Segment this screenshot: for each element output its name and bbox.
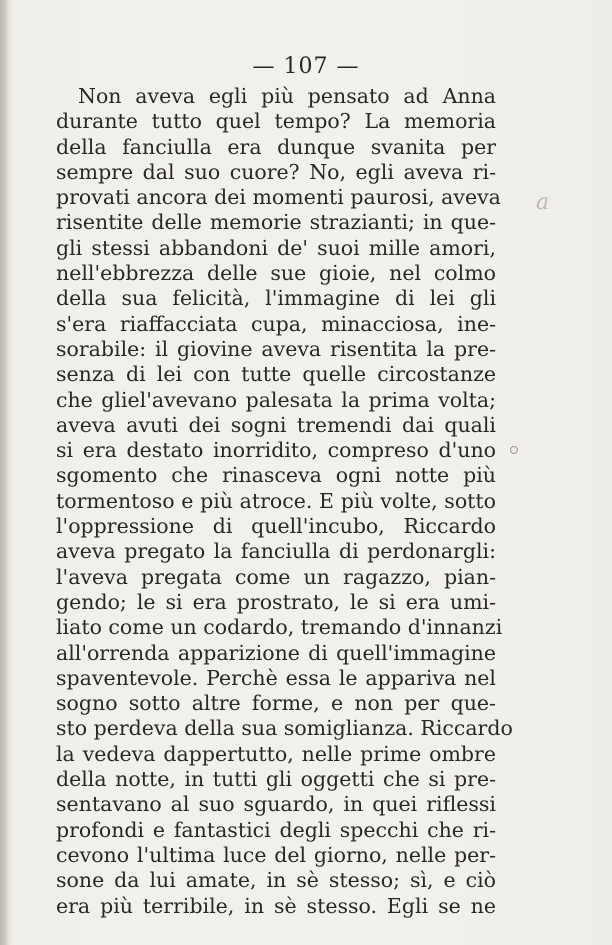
text-line: profondi e fantastici degli specchi che ri- [56, 817, 496, 842]
text-line: sorabile: il giovine aveva risentita la pre- [56, 336, 496, 361]
text-line: durante tutto quel tempo? La memoria [56, 109, 496, 134]
text-line: liato come un codardo, tremando d'innanzi [56, 615, 503, 640]
text-line: l'aveva pregata come un ragazzo, pian- [56, 564, 496, 589]
text-line: della notte, in tutti gli oggetti che si pre- [56, 767, 496, 792]
text-line: della fanciulla era dunque svanita per [56, 134, 496, 159]
text-line: gendo; le si era prostrato, le si era umi- [56, 589, 496, 614]
text-line: aveva avuti dei sogni tremendi dai quali [56, 412, 496, 437]
text-line: era più terribile, in sè stesso. Egli se ne [56, 893, 496, 918]
page-number: — 107 — [252, 54, 360, 79]
text-line: tormentoso e più atroce. E più volte, sotto [56, 488, 496, 513]
text-line: sentavano al suo sguardo, in quei riflessi [56, 792, 496, 817]
text-line: sogno sotto altre forme, e non per que- [56, 691, 496, 716]
text-line: sone da lui amate, in sè stesso; sì, e ciò [56, 868, 496, 893]
body-text [56, 84, 513, 919]
text-line: spaventevole. Perchè essa le appariva nel [56, 665, 496, 690]
text-line: l'oppressione di quell'incubo, Riccardo [56, 514, 496, 539]
text-line: risentite delle memorie strazianti; in que- [56, 210, 496, 235]
margin-pencil-mark: a [536, 190, 550, 215]
text-line: sempre dal suo cuore? No, egli aveva ri- [56, 159, 496, 184]
binding-shadow [0, 0, 10, 945]
text-line: cevono l'ultima luce del giorno, nelle per- [56, 842, 496, 867]
text-line: sgomento che rinasceva ogni notte più [56, 463, 496, 488]
text-line: della sua felicità, l'immagine di lei gli [56, 286, 496, 311]
text-line: sto perdeva della sua somiglianza. Riccardo [56, 716, 513, 741]
text-line: all'orrenda apparizione di quell'immagine [56, 640, 496, 665]
text-line: si era destato inorridito, compreso d'uno [56, 438, 496, 463]
text-line: Non aveva egli più pensato ad Anna [78, 84, 496, 108]
text-line: gli stessi abbandoni de' suoi mille amori, [56, 235, 496, 260]
text-line: che gliel'avevano palesata la prima volta; [56, 387, 496, 412]
text-line: s'era riaffacciata cupa, minacciosa, ine- [56, 311, 496, 336]
text-line: nell'ebbrezza delle sue gioie, nel colmo [56, 261, 496, 286]
text-line: senza di lei con tutte quelle circostanze [56, 362, 496, 387]
margin-dot [510, 446, 518, 454]
text-line: provati ancora dei momenti paurosi, aveva [56, 185, 501, 210]
text-line: la vedeva dappertutto, nelle prime ombre [56, 741, 496, 766]
text-line: aveva pregato la fanciulla di perdonargli: [56, 539, 496, 564]
